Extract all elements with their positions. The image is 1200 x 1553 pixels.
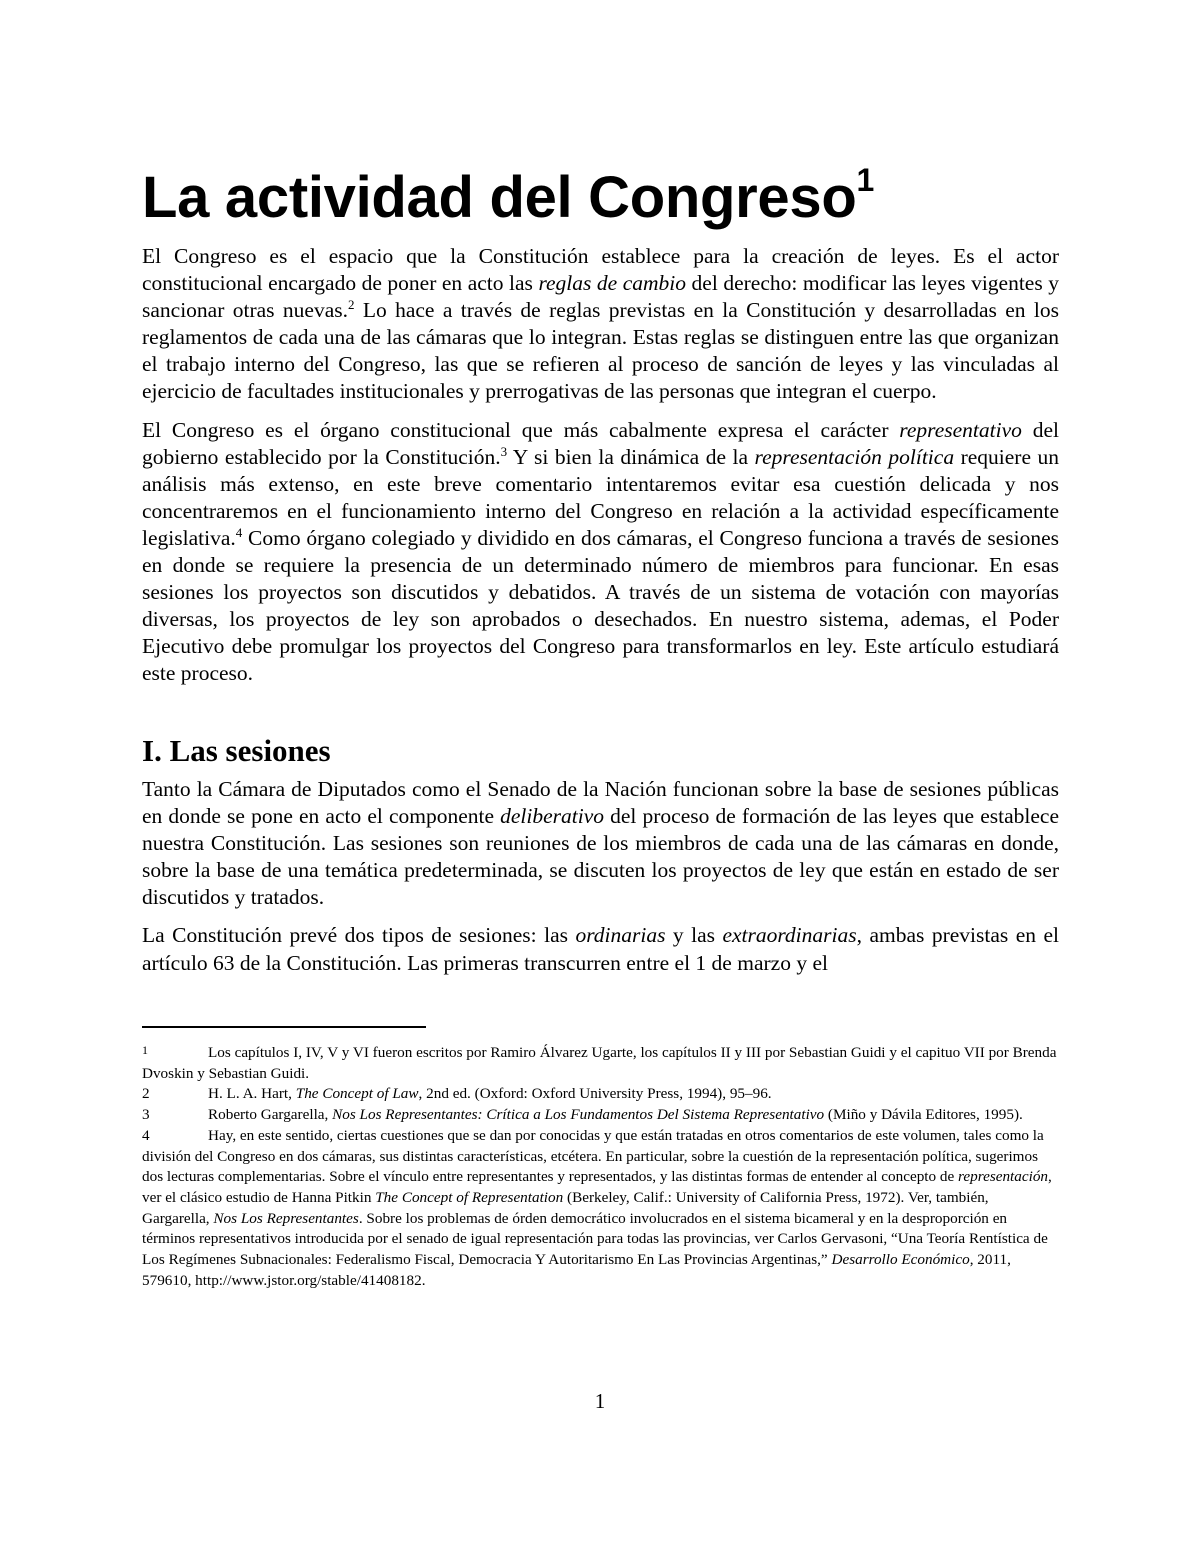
emphasis-text: extraordinarias [722, 923, 857, 948]
footnote-number: 1 [142, 1043, 148, 1057]
footnote-number: 2 [142, 1085, 150, 1103]
text-run: del proceso de formación de las leyes que establece nuestra Constitución. Las sesiones son reuniones de los miembros de cada una de las cámaras en donde, sobre la base de una temática predeterminada, se discuten los proyectos de ley que están en estado de ser discutidos y tratados. [142, 804, 1059, 910]
text-run: El Congreso es el órgano constitucional que más cabalmente expresa el carácter [142, 417, 900, 442]
footnote-text: , 2011, 579610, http://www.jstor.org/stable/41408182. [142, 1251, 1011, 1289]
text-run: La Constitución prevé dos tipos de sesiones: las [142, 923, 576, 948]
emphasis-text: reglas de cambio [538, 271, 687, 296]
page-title [142, 163, 874, 233]
text-run: requiere un análisis más extenso, en este breve comentario intentaremos evitar esa cuestión delicada y nos concentraremos en el funcionamiento interno del Congreso en relación a la actividad específicamente legislativa. [142, 444, 1060, 550]
intro-paragraph-1 [142, 243, 1059, 406]
footnote-text: Roberto Gargarella, [208, 1106, 333, 1124]
footnote-ref-2[interactable]: 2 [347, 297, 355, 313]
emphasis-text: Desarrollo Económico [831, 1251, 970, 1269]
section-paragraph-2 [142, 922, 1059, 976]
text-run: Como órgano colegiado y dividido en dos cámaras, el Congreso funciona a través de sesiones en donde se requiere la presencia de un determinado número de miembros para funcionar. En esas sesiones los proyectos son discutidos y debatidos. A través de un sistema de votación con mayorías diversas, los proyectos de ley son aprobados o desechados. En nuestro sistema, ademas, el Poder Ejecutivo debe promulgar los proyectos del Congreso para transformarlos en ley. Este artículo estudiará este proceso. [142, 525, 1059, 686]
footnote-text: . Sobre los problemas de órden democrático involucrados en el sistema bicameral y en la desproporción en términos representativos introducida por el senado de igual representación para todas las provincias, ver Carlos Gervasoni, “Una Teoría Rentística de Los Regímenes Subnacionales: Federalismo Fiscal, Democracia Y Autoritarismo En Las Provincias Argentinas,” [142, 1209, 1048, 1269]
text-run: del derecho: modificar las leyes vigentes y sancionar otras nuevas. [142, 271, 1059, 323]
text-run: y las [665, 923, 723, 948]
section-paragraph-1 [142, 776, 1059, 911]
footnote-text: (Miño y Dávila Editores, 1995). [824, 1106, 1023, 1124]
footnote-4 [142, 1126, 1059, 1292]
emphasis-text: The Concept of Representation [375, 1188, 564, 1206]
footnote-text: Los capítulos I, IV, V y VI fueron escritos por Ramiro Álvarez Ugarte, los capítulos II y III por Sebastian Guidi y el capituo VII por Brenda Dvoskin y Sebastian Guidi. [142, 1044, 1057, 1082]
footnote-text: , ver el clásico estudio de Hanna Pitkin [142, 1168, 1052, 1206]
footnote-separator [142, 1026, 426, 1028]
emphasis-text: representativo [899, 417, 1022, 442]
footnote-text: Hay, en este sentido, ciertas cuestiones que se dan por conocidas y que están tratadas en otros comentarios de este volumen, tales como la división del Congreso en dos cámaras, sus distintas características, etcétera. En particular, sobre la cuestión de la representación política, sugerimos dos lecturas complementarias. Sobre el vínculo entre representantes y representados, y las distintas formas de entender al concepto de [142, 1126, 1044, 1186]
footnote-3 [142, 1105, 1059, 1126]
text-run: , ambas previstas en el artículo 63 de la Constitución. Las primeras transcurren entre el 1 de marzo y el [142, 923, 1059, 975]
footnote-text: , 2nd ed. (Oxford: Oxford University Press, 1994), 95–96. [418, 1085, 772, 1103]
emphasis-text: representación [958, 1168, 1049, 1186]
footnote-text: (Berkeley, Calif.: University of California Press, 1972). Ver, también, Gargarella, [142, 1188, 989, 1227]
emphasis-text: The Concept of Law [295, 1085, 419, 1103]
footnote-number: 3 [142, 1106, 150, 1124]
text-run: Y si bien la dinámica de la [507, 444, 755, 469]
footnotes [142, 1040, 1059, 1291]
footnote-ref-3[interactable]: 3 [500, 443, 508, 459]
intro-paragraph-2 [142, 417, 1059, 688]
intro-section [142, 243, 1059, 699]
text-run: Tanto la Cámara de Diputados como el Senado de la Nación funcionan sobre la base de sesiones públicas en donde se pone en acto el componente [142, 777, 1059, 829]
text-run: Lo hace a través de reglas previstas en la Constitución y desarrolladas en los reglamentos de cada una de las cámaras que lo integran. Estas reglas se distinguen entre las que organizan el trabajo interno del Congreso, las que se refieren al proceso de sanción de leyes y las vinculadas al ejercicio de facultades institucionales y prerrogativas de las personas que integran el cuerpo. [142, 298, 1060, 404]
text-run: El Congreso es el espacio que la Constitución establece para la creación de leyes. Es el actor constitucional encargado de poner en acto las [142, 244, 1059, 296]
footnote-1 [142, 1040, 1059, 1084]
title-text: La actividad del Congreso [142, 165, 857, 230]
emphasis-text: deliberativo [500, 804, 605, 829]
footnote-ref-4[interactable]: 4 [235, 524, 243, 540]
page-number: 1 [594, 1389, 606, 1413]
emphasis-text: ordinarias [575, 923, 666, 948]
text-run: del gobierno establecido por la Constitución. [142, 417, 1059, 469]
footnote-number: 4 [142, 1126, 150, 1144]
footnote-text: H. L. A. Hart, [208, 1085, 296, 1103]
section-heading: I. Las sesiones [142, 733, 331, 768]
footnote-2 [142, 1084, 1059, 1105]
emphasis-text: Nos Los Representantes [213, 1209, 359, 1227]
emphasis-text: Nos Los Representantes: Crítica a Los Fundamentos Del Sistema Representativo [332, 1106, 825, 1124]
emphasis-text: representación política [754, 444, 955, 469]
section-1-body [142, 776, 1059, 988]
footnote-ref-1[interactable]: 1 [856, 162, 874, 198]
